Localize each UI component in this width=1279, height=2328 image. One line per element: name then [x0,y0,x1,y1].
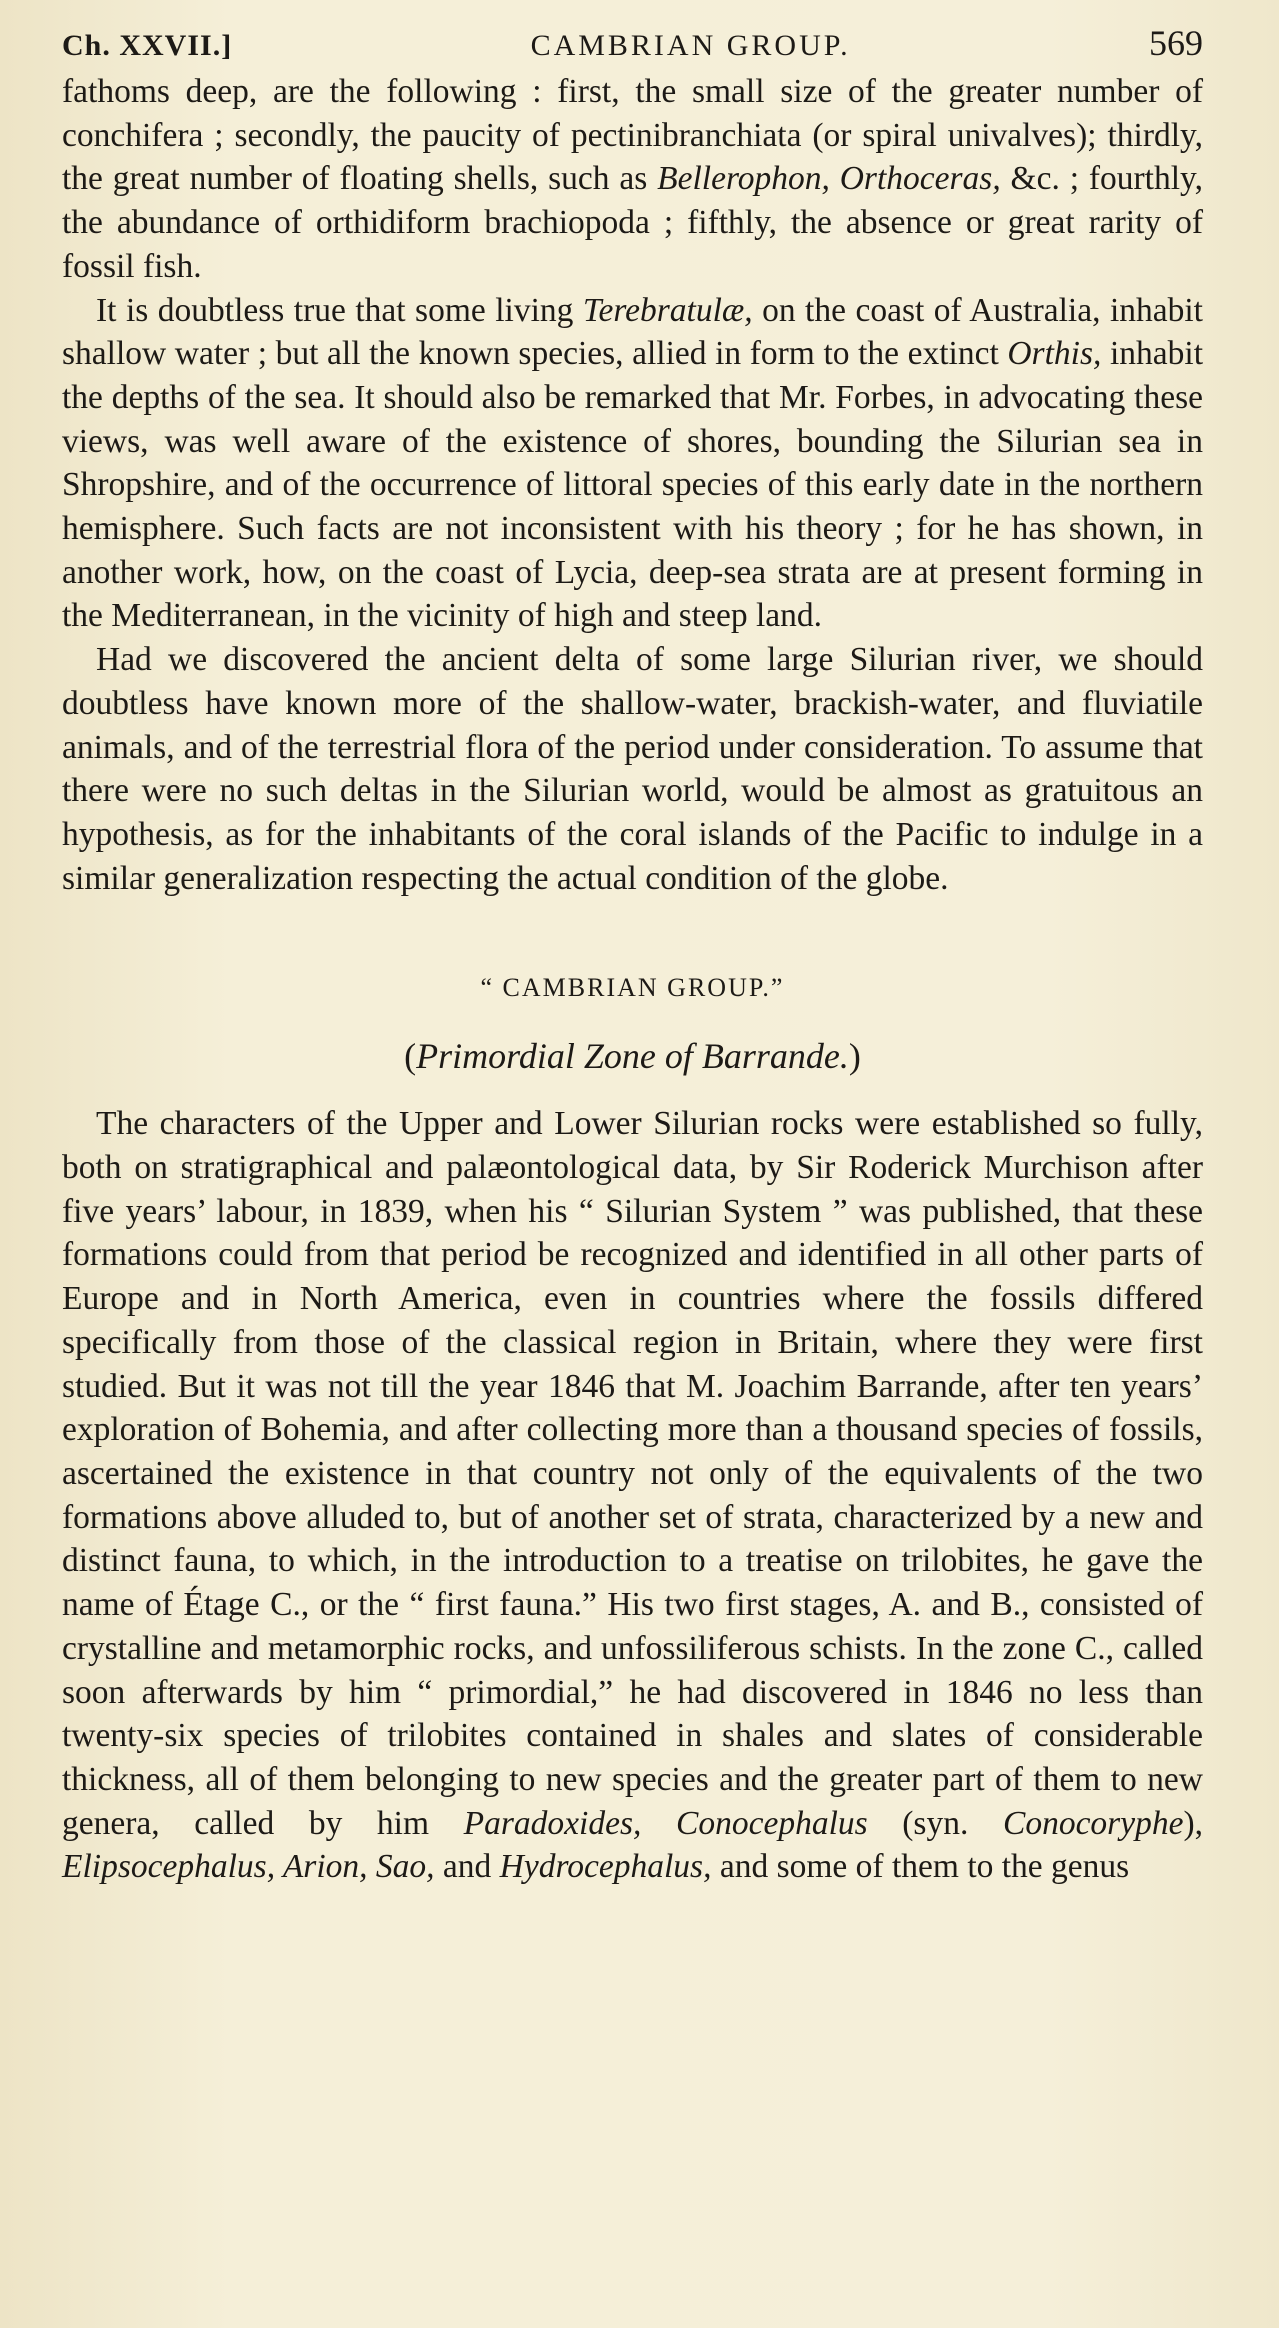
paragraph-3 [62,638,1203,900]
text-run: and some of them to the genus [711,1848,1130,1886]
genus-italic: Paradoxides, Conocephalus [463,1804,868,1842]
genus-italic: Terebratulæ, [582,291,753,329]
paragraph-1 [62,70,1203,289]
running-title: CAMBRIAN GROUP. [530,29,851,62]
genus-italic: Orthis, [1007,335,1102,373]
page-number: 569 [1149,23,1203,63]
genus-italic: Elipsocephalus, Arion, Sao, [62,1848,435,1886]
text-run: fathoms deep, are the following : first, the small size of the greater number of conchifera ; secondly, the paucity of pectinibranchiata (or spiral univalves); thirdly, the great number of floating shells, such as [62,73,1203,198]
text-run: Had we discovered the ancient delta of some large Silurian river, we should doubtless have known more of the shallow-water, brackish-water, and fluviatile animals, and of the terrestrial flora of the period under consideration. To assume that there were no such deltas in the Silurian world, would be almost as gratuitous an hypothesis, as for the inhabitants of the coral islands of the Pacific to indulge in a similar generalization respecting the actual condition of the globe. [62,641,1203,897]
text-run: (syn. [867,1804,1003,1842]
paragraph-2 [62,289,1203,639]
text-run: It is doubtless true that some living [96,291,583,329]
section-subheading [62,1032,1203,1080]
genus-italic: Bellerophon, Orthoceras, [657,160,1001,198]
section-heading: “ CAMBRIAN GROUP.” [480,973,785,1003]
genus-italic: Hydrocephalus, [499,1848,712,1886]
chapter-label: Ch. XXVII.] [62,29,233,62]
section-body-text [62,1102,1203,1889]
text-run: on the coast of Australia, inhabit shallow water ; but all the known species, allied in form to the extinct [62,291,1203,373]
subheading-text: Primordial Zone of Barrande. [416,1036,849,1077]
genus-italic: Conocoryphe [1002,1804,1184,1842]
paren-open: ( [404,1036,417,1077]
text-run: inhabit the depths of the sea. It should also be remarked that Mr. Forbes, in advocating these views, was well aware of the existence of shores, bounding the Silurian sea in Shropshire, and of the occurrence of littoral species of this early date in the northern hemisphere. Such facts are not inconsistent with his theory ; for he has shown, in another work, how, on the coast of Lycia, deep-sea strata are at present forming in the Mediterranean, in the vicinity of high and steep land. [62,335,1204,635]
paragraph-4 [62,1102,1203,1889]
text-run: and [434,1848,500,1886]
running-header [62,22,1203,70]
text-run: &c. ; fourthly, the abundance of orthidiform brachiopoda ; fifthly, the absence or great rarity of fossil fish. [62,160,1203,285]
paren-close: ) [848,1036,861,1077]
body-text [62,70,1203,900]
text-run: The characters of the Upper and Lower Silurian rocks were established so fully, both on stratigraphical and palæontological data, by Sir Roderick Murchison after five years’ labour, in 1839, when his “ Silurian System ” was published, that these formations could from that period be recognized and identified in all other parts of Europe and in North America, even in countries where the fossils differed specifically from those of the classical region in Britain, where they were first studied. But it was not till the year 1846 that M. Joachim Barrande, after ten years’ exploration of Bohemia, and after collecting more than a thousand species of fossils, ascertained the existence in that country not only of the equivalents of the two formations above alluded to, but of another set of strata, characterized by a new and distinct fauna, to which, in the introduction to a treatise on trilobites, he gave the name of Étage C., or the “ first fauna.” His two first stages, A. and B., consisted of crystalline and metamorphic rocks, and unfossiliferous schists. In the zone C., called soon afterwards by him “ primordial,” he had discovered in 1846 no less than twenty-six species of trilobites contained in shales and slates of considerable thickness, all of them belonging to new species and the greater part of them to new genera, called by him [62,1105,1203,1842]
text-run: ), [1183,1804,1203,1842]
